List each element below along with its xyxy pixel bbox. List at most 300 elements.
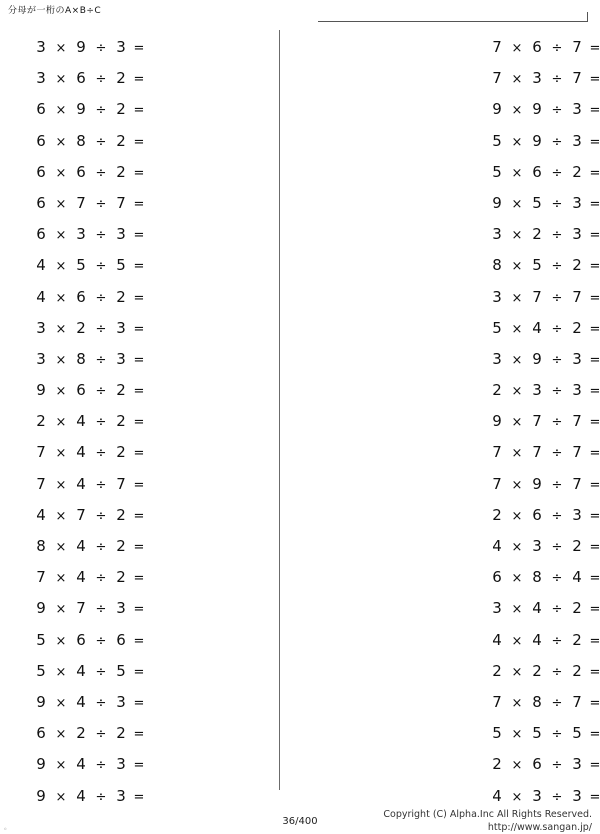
operand-a: 7 <box>492 69 502 88</box>
problem-row <box>490 282 600 313</box>
problem-row <box>490 63 600 94</box>
problems-area <box>0 32 600 812</box>
operand-a: 6 <box>492 568 502 587</box>
equals-symbol: = <box>133 602 145 618</box>
problem-row <box>34 625 210 656</box>
problem-row <box>34 781 210 812</box>
problem-row <box>490 687 600 718</box>
problem-row <box>490 157 600 188</box>
multiply-symbol: × <box>511 196 523 212</box>
equals-symbol: = <box>133 477 145 493</box>
problem-row <box>490 469 600 500</box>
operand-b: 7 <box>76 599 86 618</box>
operand-b: 8 <box>532 692 542 711</box>
divide-symbol: ÷ <box>551 72 563 88</box>
problem-row <box>490 500 600 531</box>
operand-a: 5 <box>492 131 502 150</box>
operand-b: 4 <box>76 443 86 462</box>
divide-symbol: ÷ <box>95 321 107 337</box>
equals-symbol: = <box>589 664 600 680</box>
operand-b: 2 <box>532 661 542 680</box>
operand-c: 3 <box>572 225 582 244</box>
operand-c: 3 <box>572 786 582 805</box>
divide-symbol: ÷ <box>551 695 563 711</box>
divide-symbol: ÷ <box>95 165 107 181</box>
operand-a: 5 <box>36 661 46 680</box>
equals-symbol: = <box>589 228 600 244</box>
operand-c: 5 <box>572 724 582 743</box>
equals-symbol: = <box>589 727 600 743</box>
multiply-symbol: × <box>55 571 67 587</box>
page-title: 分母が一桁のA×B÷C <box>8 6 102 16</box>
operand-b: 6 <box>76 381 86 400</box>
operand-c: 2 <box>572 162 582 181</box>
operand-a: 9 <box>36 599 46 618</box>
operand-c: 3 <box>116 225 126 244</box>
operand-b: 6 <box>532 755 542 774</box>
problem-row <box>34 313 210 344</box>
equals-symbol: = <box>589 633 600 649</box>
equals-symbol: = <box>133 446 145 462</box>
divide-symbol: ÷ <box>551 290 563 306</box>
operand-b: 7 <box>532 443 542 462</box>
multiply-symbol: × <box>511 259 523 275</box>
problem-row <box>490 437 600 468</box>
equals-symbol: = <box>589 758 600 774</box>
divide-symbol: ÷ <box>95 477 107 493</box>
multiply-symbol: × <box>511 352 523 368</box>
problem-row <box>34 500 210 531</box>
equals-symbol: = <box>589 789 600 805</box>
equals-symbol: = <box>589 196 600 212</box>
operand-a: 9 <box>36 692 46 711</box>
name-write-line <box>318 20 588 22</box>
multiply-symbol: × <box>511 633 523 649</box>
problem-row <box>34 718 210 749</box>
operand-a: 8 <box>36 537 46 555</box>
divide-symbol: ÷ <box>551 321 563 337</box>
operand-c: 3 <box>572 193 582 212</box>
operand-a: 6 <box>36 131 46 150</box>
divide-symbol: ÷ <box>95 695 107 711</box>
operand-a: 7 <box>492 443 502 462</box>
problem-row <box>34 157 210 188</box>
operand-c: 4 <box>572 568 582 587</box>
problem-row <box>34 282 210 313</box>
multiply-symbol: × <box>55 540 67 555</box>
left-column <box>0 32 210 812</box>
multiply-symbol: × <box>55 290 67 306</box>
equals-symbol: = <box>589 321 600 337</box>
problem-row <box>34 593 210 624</box>
multiply-symbol: × <box>511 134 523 150</box>
operand-c: 2 <box>116 537 126 555</box>
multiply-symbol: × <box>55 228 67 244</box>
operand-a: 7 <box>36 474 46 493</box>
divide-symbol: ÷ <box>551 41 563 56</box>
operand-c: 2 <box>116 505 126 524</box>
divide-symbol: ÷ <box>95 134 107 150</box>
operand-b: 7 <box>76 193 86 212</box>
problem-row <box>490 531 600 562</box>
divide-symbol: ÷ <box>95 290 107 306</box>
operand-c: 2 <box>572 537 582 555</box>
multiply-symbol: × <box>511 446 523 462</box>
problem-row <box>490 406 600 437</box>
operand-b: 4 <box>76 755 86 774</box>
operand-b: 4 <box>76 474 86 493</box>
operand-b: 5 <box>532 193 542 212</box>
multiply-symbol: × <box>55 321 67 337</box>
equals-symbol: = <box>589 508 600 524</box>
page-number: 36/400 <box>282 816 318 827</box>
operand-a: 9 <box>492 100 502 119</box>
operand-a: 4 <box>36 256 46 275</box>
multiply-symbol: × <box>55 508 67 524</box>
operand-c: 3 <box>572 505 582 524</box>
problem-row <box>490 313 600 344</box>
multiply-symbol: × <box>511 384 523 400</box>
operand-c: 2 <box>572 661 582 680</box>
multiply-symbol: × <box>55 384 67 400</box>
equals-symbol: = <box>133 540 145 555</box>
operand-a: 7 <box>492 474 502 493</box>
equals-symbol: = <box>133 165 145 181</box>
operand-c: 7 <box>572 474 582 493</box>
equals-symbol: = <box>133 259 145 275</box>
operand-b: 4 <box>76 568 86 587</box>
divide-symbol: ÷ <box>551 602 563 618</box>
divide-symbol: ÷ <box>551 477 563 493</box>
equals-symbol: = <box>133 103 145 119</box>
multiply-symbol: × <box>511 758 523 774</box>
operand-b: 5 <box>532 256 542 275</box>
problem-row <box>490 781 600 812</box>
site-url: http://www.sangan.jp/ <box>487 822 592 833</box>
operand-b: 6 <box>532 38 542 56</box>
equals-symbol: = <box>133 664 145 680</box>
problem-row <box>34 250 210 281</box>
operand-b: 8 <box>76 131 86 150</box>
multiply-symbol: × <box>55 41 67 56</box>
operand-c: 3 <box>572 100 582 119</box>
divide-symbol: ÷ <box>95 602 107 618</box>
equals-symbol: = <box>589 571 600 587</box>
operand-b: 6 <box>532 162 542 181</box>
equals-symbol: = <box>133 508 145 524</box>
equals-symbol: = <box>133 321 145 337</box>
multiply-symbol: × <box>511 321 523 337</box>
operand-c: 7 <box>572 412 582 431</box>
equals-symbol: = <box>133 196 145 212</box>
operand-c: 7 <box>572 287 582 306</box>
multiply-symbol: × <box>511 72 523 88</box>
multiply-symbol: × <box>511 695 523 711</box>
divide-symbol: ÷ <box>95 41 107 56</box>
operand-a: 9 <box>36 786 46 805</box>
problem-row <box>490 625 600 656</box>
operand-a: 9 <box>36 755 46 774</box>
operand-c: 2 <box>116 131 126 150</box>
operand-a: 3 <box>492 599 502 618</box>
operand-b: 4 <box>76 786 86 805</box>
operand-c: 3 <box>572 131 582 150</box>
operand-a: 2 <box>492 755 502 774</box>
equals-symbol: = <box>133 727 145 743</box>
divide-symbol: ÷ <box>95 789 107 805</box>
multiply-symbol: × <box>55 602 67 618</box>
problem-row <box>34 469 210 500</box>
operand-c: 2 <box>116 100 126 119</box>
divide-symbol: ÷ <box>551 352 563 368</box>
operand-c: 3 <box>572 381 582 400</box>
operand-a: 2 <box>492 505 502 524</box>
operand-a: 6 <box>36 193 46 212</box>
problem-row <box>490 656 600 687</box>
multiply-symbol: × <box>511 508 523 524</box>
operand-b: 4 <box>532 318 542 337</box>
divide-symbol: ÷ <box>551 196 563 212</box>
divide-symbol: ÷ <box>551 259 563 275</box>
divide-symbol: ÷ <box>551 789 563 805</box>
problem-row <box>34 126 210 157</box>
problem-row <box>34 531 210 562</box>
problem-row <box>34 32 210 63</box>
problem-row <box>490 126 600 157</box>
operand-b: 6 <box>76 630 86 649</box>
operand-c: 2 <box>572 318 582 337</box>
equals-symbol: = <box>133 758 145 774</box>
operand-a: 3 <box>36 38 46 56</box>
operand-a: 6 <box>36 100 46 119</box>
equals-symbol: = <box>133 72 145 88</box>
equals-symbol: = <box>133 228 145 244</box>
equals-symbol: = <box>589 477 600 493</box>
operand-c: 2 <box>116 162 126 181</box>
divide-symbol: ÷ <box>95 103 107 119</box>
equals-symbol: = <box>589 415 600 431</box>
divide-symbol: ÷ <box>95 758 107 774</box>
multiply-symbol: × <box>511 165 523 181</box>
operand-c: 2 <box>116 381 126 400</box>
operand-b: 6 <box>76 69 86 88</box>
operand-c: 2 <box>572 599 582 618</box>
operand-c: 7 <box>572 692 582 711</box>
operand-c: 7 <box>572 69 582 88</box>
divide-symbol: ÷ <box>551 727 563 743</box>
operand-a: 7 <box>36 568 46 587</box>
operand-b: 7 <box>532 287 542 306</box>
operand-b: 3 <box>76 225 86 244</box>
operand-c: 3 <box>116 755 126 774</box>
multiply-symbol: × <box>511 727 523 743</box>
equals-symbol: = <box>133 415 145 431</box>
operand-c: 3 <box>572 755 582 774</box>
operand-a: 3 <box>492 349 502 368</box>
footer-copyright <box>383 808 592 834</box>
multiply-symbol: × <box>55 134 67 150</box>
multiply-symbol: × <box>511 664 523 680</box>
operand-a: 2 <box>36 412 46 431</box>
problem-row <box>490 250 600 281</box>
problem-row <box>490 94 600 125</box>
divide-symbol: ÷ <box>551 134 563 150</box>
operand-c: 3 <box>116 599 126 618</box>
operand-b: 9 <box>76 38 86 56</box>
equals-symbol: = <box>133 695 145 711</box>
operand-a: 2 <box>492 381 502 400</box>
operand-b: 2 <box>76 724 86 743</box>
problem-row <box>490 749 600 780</box>
operand-a: 4 <box>492 786 502 805</box>
problem-row <box>34 375 210 406</box>
problem-row <box>34 344 210 375</box>
operand-b: 9 <box>76 100 86 119</box>
operand-a: 6 <box>36 162 46 181</box>
divide-symbol: ÷ <box>551 228 563 244</box>
divide-symbol: ÷ <box>95 446 107 462</box>
multiply-symbol: × <box>55 664 67 680</box>
operand-a: 5 <box>492 724 502 743</box>
operand-c: 7 <box>572 38 582 56</box>
operand-c: 7 <box>116 474 126 493</box>
equals-symbol: = <box>589 103 600 119</box>
operand-a: 6 <box>36 724 46 743</box>
multiply-symbol: × <box>511 415 523 431</box>
multiply-symbol: × <box>55 477 67 493</box>
equals-symbol: = <box>133 789 145 805</box>
operand-b: 5 <box>532 724 542 743</box>
operand-b: 9 <box>532 349 542 368</box>
divide-symbol: ÷ <box>551 633 563 649</box>
operand-a: 4 <box>492 537 502 555</box>
divide-symbol: ÷ <box>95 415 107 431</box>
equals-symbol: = <box>589 290 600 306</box>
problem-row <box>34 562 210 593</box>
problem-row <box>490 188 600 219</box>
problem-row <box>490 562 600 593</box>
multiply-symbol: × <box>55 727 67 743</box>
multiply-symbol: × <box>55 633 67 649</box>
operand-c: 2 <box>116 443 126 462</box>
operand-a: 4 <box>492 630 502 649</box>
operand-b: 7 <box>532 412 542 431</box>
copyright-text: Copyright (C) Alpha.Inc All Rights Reserved. <box>383 809 592 820</box>
equals-symbol: = <box>133 41 145 56</box>
problem-row <box>34 749 210 780</box>
problem-row <box>490 219 600 250</box>
operand-c: 2 <box>572 630 582 649</box>
problem-row <box>34 188 210 219</box>
problem-row <box>34 219 210 250</box>
problem-row <box>490 344 600 375</box>
problem-row <box>34 406 210 437</box>
multiply-symbol: × <box>511 571 523 587</box>
multiply-symbol: × <box>55 259 67 275</box>
operand-a: 5 <box>36 630 46 649</box>
operand-b: 9 <box>532 131 542 150</box>
problem-row <box>34 437 210 468</box>
divide-symbol: ÷ <box>551 165 563 181</box>
equals-symbol: = <box>133 290 145 306</box>
operand-a: 3 <box>36 318 46 337</box>
divide-symbol: ÷ <box>95 633 107 649</box>
divide-symbol: ÷ <box>551 446 563 462</box>
operand-c: 3 <box>116 38 126 56</box>
operand-a: 3 <box>36 69 46 88</box>
operand-b: 3 <box>532 69 542 88</box>
equals-symbol: = <box>589 72 600 88</box>
operand-a: 6 <box>36 225 46 244</box>
divide-symbol: ÷ <box>95 664 107 680</box>
multiply-symbol: × <box>55 758 67 774</box>
operand-a: 8 <box>492 256 502 275</box>
problem-row <box>490 593 600 624</box>
operand-a: 7 <box>492 692 502 711</box>
equals-symbol: = <box>589 540 600 555</box>
multiply-symbol: × <box>55 165 67 181</box>
operand-c: 2 <box>116 568 126 587</box>
problem-row <box>34 63 210 94</box>
equals-symbol: = <box>589 134 600 150</box>
operand-a: 9 <box>36 381 46 400</box>
equals-symbol: = <box>589 446 600 462</box>
operand-b: 6 <box>76 287 86 306</box>
operand-c: 3 <box>116 692 126 711</box>
operand-b: 8 <box>76 349 86 368</box>
operand-b: 9 <box>532 474 542 493</box>
multiply-symbol: × <box>55 72 67 88</box>
operand-c: 5 <box>116 256 126 275</box>
divide-symbol: ÷ <box>551 571 563 587</box>
operand-a: 3 <box>492 225 502 244</box>
corner-mark: 。 <box>4 823 11 831</box>
problem-row <box>34 687 210 718</box>
divide-symbol: ÷ <box>551 384 563 400</box>
operand-b: 6 <box>76 162 86 181</box>
equals-symbol: = <box>133 571 145 587</box>
operand-c: 2 <box>116 412 126 431</box>
operand-a: 7 <box>36 443 46 462</box>
operand-b: 4 <box>532 599 542 618</box>
equals-symbol: = <box>589 41 600 56</box>
divide-symbol: ÷ <box>95 571 107 587</box>
operand-c: 3 <box>572 349 582 368</box>
equals-symbol: = <box>589 165 600 181</box>
multiply-symbol: × <box>511 477 523 493</box>
operand-a: 9 <box>492 412 502 431</box>
operand-a: 3 <box>492 287 502 306</box>
divide-symbol: ÷ <box>95 72 107 88</box>
operand-b: 3 <box>532 537 542 555</box>
equals-symbol: = <box>589 384 600 400</box>
problem-row <box>34 94 210 125</box>
divide-symbol: ÷ <box>95 352 107 368</box>
equals-symbol: = <box>133 134 145 150</box>
operand-a: 3 <box>36 349 46 368</box>
multiply-symbol: × <box>55 415 67 431</box>
operand-a: 7 <box>492 38 502 56</box>
problem-row <box>490 718 600 749</box>
operand-c: 7 <box>116 193 126 212</box>
operand-b: 4 <box>76 661 86 680</box>
equals-symbol: = <box>133 633 145 649</box>
operand-b: 7 <box>76 505 86 524</box>
divide-symbol: ÷ <box>95 384 107 400</box>
divide-symbol: ÷ <box>95 228 107 244</box>
divide-symbol: ÷ <box>95 508 107 524</box>
multiply-symbol: × <box>55 789 67 805</box>
